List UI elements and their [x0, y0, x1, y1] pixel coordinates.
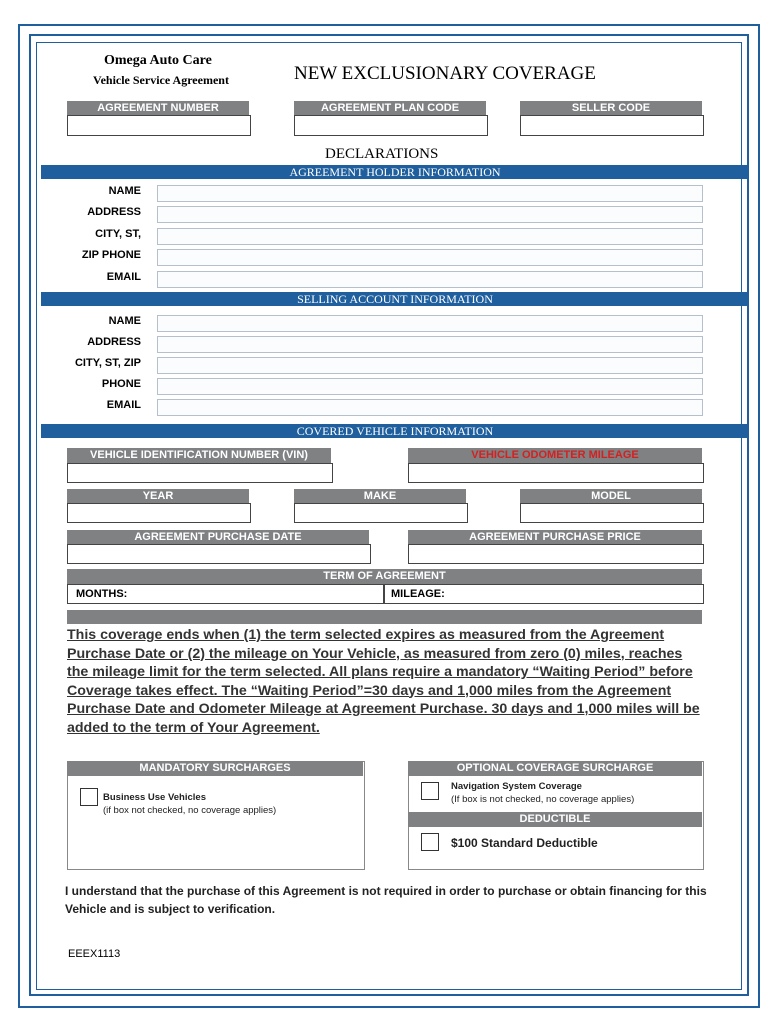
holder-city-label: CITY, ST,: [95, 228, 141, 240]
year-field[interactable]: [67, 503, 251, 523]
business-use-label: Business Use Vehicles: [103, 792, 206, 803]
holder-section-heading: AGREEMENT HOLDER INFORMATION: [41, 165, 749, 179]
seller-section-heading: SELLING ACCOUNT INFORMATION: [41, 292, 749, 306]
holder-zip-phone-field[interactable]: [157, 249, 703, 266]
seller-email-label: EMAIL: [106, 399, 141, 411]
seller-phone-label: PHONE: [101, 378, 141, 390]
holder-email-field[interactable]: [157, 271, 703, 288]
acknowledgement-text: I understand that the purchase of this Agreement is not required in order to purchase or obtain financing for this Vehicle and is subject to verification.: [65, 884, 707, 916]
seller-city-label: CITY, ST, ZIP: [74, 357, 141, 369]
deductible-checkbox[interactable]: [421, 833, 439, 851]
agreement-number-label: AGREEMENT NUMBER: [67, 101, 249, 116]
business-use-checkbox[interactable]: [80, 788, 98, 806]
agreement-number-field[interactable]: [67, 115, 251, 136]
make-label: MAKE: [294, 489, 466, 504]
make-field[interactable]: [294, 503, 468, 523]
months-label: MONTHS:: [76, 588, 128, 600]
coverage-terms-text: This coverage ends when (1) the term selected expires as measured from the Agreement Purchase Date or (2) the mileage on Your Vehicle, as measured from zero (0) miles, reaches the mileage limit for the term selected. All plans require a mandatory “Waiting Period” before Coverage takes effect. The “Waiting Period”=30 days and 1,000 miles from the Agreement Purchase Date and Odometer Mileage at Agreement Purchase. 30 days and 1,000 miles will be added to the term of Your Agreement.: [67, 627, 700, 736]
mandatory-surcharges-label: MANDATORY SURCHARGES: [67, 761, 363, 776]
optional-coverage-label: OPTIONAL COVERAGE SURCHARGE: [408, 761, 702, 776]
holder-address-field[interactable]: [157, 206, 703, 223]
odometer-field[interactable]: [408, 463, 704, 483]
seller-city-field[interactable]: [157, 357, 703, 374]
model-label: MODEL: [520, 489, 702, 504]
navigation-label: Navigation System Coverage: [451, 781, 582, 792]
year-label: YEAR: [67, 489, 249, 504]
business-use-note: (if box not checked, no coverage applies): [103, 805, 277, 816]
seller-email-field[interactable]: [157, 399, 703, 416]
declarations-heading: DECLARATIONS: [325, 146, 439, 162]
seller-name-field[interactable]: [157, 315, 703, 332]
holder-zip-phone-label: ZIP PHONE: [81, 249, 141, 261]
form-subtitle: Vehicle Service Agreement: [93, 73, 229, 87]
holder-city-field[interactable]: [157, 228, 703, 245]
seller-name-label: NAME: [108, 315, 141, 327]
navigation-checkbox[interactable]: [421, 782, 439, 800]
vin-label: VEHICLE IDENTIFICATION NUMBER (VIN): [67, 448, 331, 463]
seller-code-field[interactable]: [520, 115, 704, 136]
purchase-price-label: AGREEMENT PURCHASE PRICE: [408, 530, 702, 545]
seller-phone-field[interactable]: [157, 378, 703, 395]
model-field[interactable]: [520, 503, 704, 523]
term-label: TERM OF AGREEMENT: [67, 569, 702, 584]
seller-address-label: ADDRESS: [87, 336, 141, 348]
term-months-field[interactable]: [67, 584, 384, 604]
navigation-note: (If box is not checked, no coverage applies): [451, 794, 635, 805]
page-title: NEW EXCLUSIONARY COVERAGE: [294, 63, 596, 84]
holder-address-label: ADDRESS: [87, 206, 141, 218]
vin-field[interactable]: [67, 463, 333, 483]
vehicle-section-heading: COVERED VEHICLE INFORMATION: [41, 424, 749, 438]
plan-code-field[interactable]: [294, 115, 488, 136]
holder-name-field[interactable]: [157, 185, 703, 202]
purchase-price-field[interactable]: [408, 544, 704, 564]
deductible-option: $100 Standard Deductible: [451, 836, 598, 850]
purchase-date-label: AGREEMENT PURCHASE DATE: [67, 530, 369, 545]
term-mileage-field[interactable]: [384, 584, 704, 604]
plan-code-label: AGREEMENT PLAN CODE: [294, 101, 486, 116]
separator-bar: [67, 610, 702, 624]
odometer-label: VEHICLE ODOMETER MILEAGE: [408, 448, 702, 463]
seller-code-label: SELLER CODE: [520, 101, 702, 116]
company-name: Omega Auto Care: [104, 53, 212, 68]
form-code: EEEX1113: [68, 948, 121, 960]
mileage-label: MILEAGE:: [391, 588, 445, 600]
seller-address-field[interactable]: [157, 336, 703, 353]
purchase-date-field[interactable]: [67, 544, 371, 564]
holder-name-label: NAME: [108, 185, 141, 197]
deductible-label: DEDUCTIBLE: [408, 812, 702, 827]
holder-email-label: EMAIL: [106, 271, 141, 283]
